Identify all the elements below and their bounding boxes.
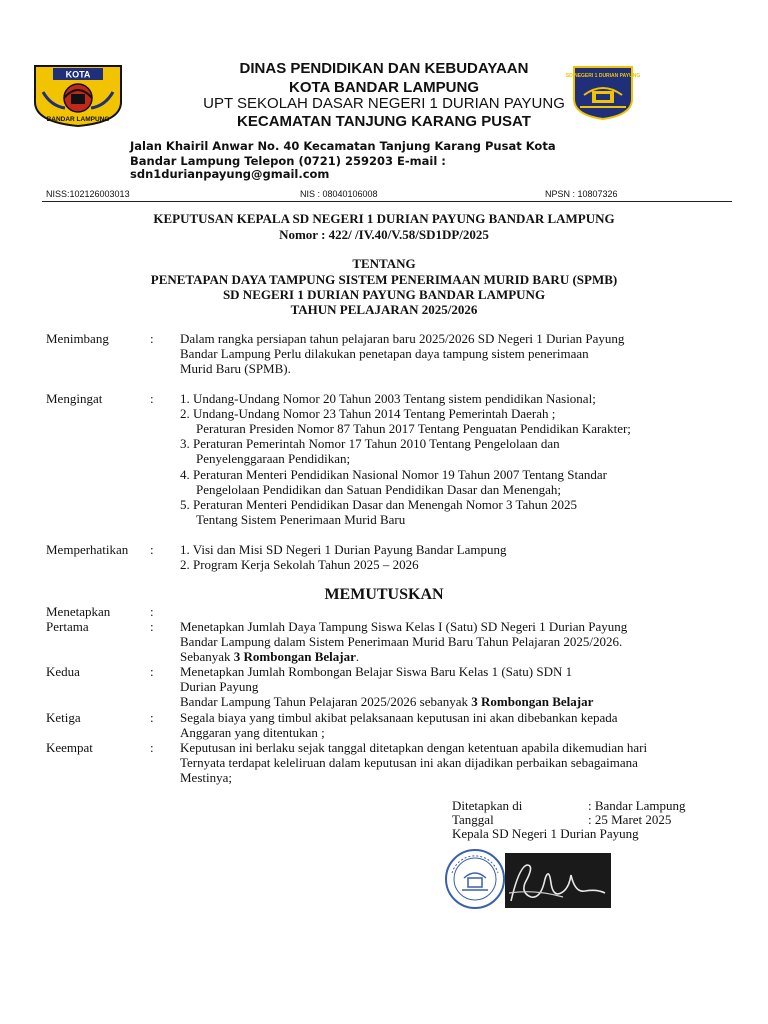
nis-number: NIS : 08040106008 [300,189,378,199]
memutuskan-heading: MEMUTUSKAN [324,586,444,603]
subject-line-3: TAHUN PELAJARAN 2025/2026 [290,302,478,317]
tentang-heading: TENTANG [352,256,416,271]
ditetapkan-label: Ditetapkan di [452,798,523,813]
header-line-3: UPT SEKOLAH DASAR NEGERI 1 DURIAN PAYUNG [203,95,565,112]
menimbang-label: Menimbang [46,331,109,346]
keempat-text: Mestinya; [180,770,232,785]
niss-number: NISS:102126003013 [46,189,130,199]
tanggal-label: Tanggal [452,812,494,827]
kedua-text: Menetapkan Jumlah Rombongan Belajar Siswa Baru Kelas 1 (Satu) SDN 1 [180,664,573,679]
mengingat-item: 1. Undang-Undang Nomor 20 Tahun 2003 Tentang sistem pendidikan Nasional; [180,391,596,406]
keempat-label: Keempat [46,740,93,755]
header-line-2: KOTA BANDAR LAMPUNG [289,79,479,96]
menimbang-text: Bandar Lampung Perlu dilakukan penetapan daya tampung sistem penerimaan [180,346,589,361]
ketiga-label: Ketiga [46,710,81,725]
menimbang-text: Murid Baru (SPMB). [180,361,291,376]
mengingat-item: Tentang Sistem Penerimaan Murid Baru [196,512,406,527]
keempat-text: Ternyata terdapat keleliruan dalam keputusan ini akan dijadikan perbaikan sebagaimana [180,755,638,770]
subject-line-2: SD NEGERI 1 DURIAN PAYUNG BANDAR LAMPUNG [222,287,546,302]
kedua-colon: : [150,664,154,679]
menetapkan-colon: : [150,604,154,619]
svg-text:KOTA: KOTA [65,69,91,80]
keempat-colon: : [150,740,154,755]
mengingat-item: 2. Undang-Undang Nomor 23 Tahun 2014 Tentang Pemerintah Daerah ; [180,406,556,421]
ketiga-text: Segala biaya yang timbul akibat pelaksanaan keputusan ini akan dibebankan kepada [180,710,618,725]
kedua-text: Bandar Lampung Tahun Pelajaran 2025/2026 sebanyak 3 Rombongan Belajar [180,694,594,709]
pertama-text: Sebanyak 3 Rombongan Belajar. [180,649,360,664]
menimbang-colon: : [150,331,154,346]
mengingat-colon: : [150,391,154,406]
school-stamp [444,848,506,910]
keempat-text: Keputusan ini berlaku sejak tanggal ditetapkan dengan ketentuan apabila dikemudian hari [180,740,648,755]
menetapkan-label: Menetapkan [46,604,111,619]
header-line-4: KECAMATAN TANJUNG KARANG PUSAT [237,113,531,130]
mengingat-item: 4. Peraturan Menteri Pendidikan Nasional Nomor 19 Tahun 2007 Tentang Standar [180,467,607,482]
rombel-count: 3 Rombongan Belajar [233,649,356,664]
mengingat-item: Pengelolaan Pendidikan dan Satuan Pendidikan Dasar dan Menengah; [196,482,561,497]
pertama-colon: : [150,619,154,634]
kedua-label: Kedua [46,664,80,679]
rombel-count: 3 Rombongan Belajar [471,694,594,709]
kedua-text: Durian Payung [180,679,259,694]
npsn-number: NPSN : 10807326 [545,189,618,199]
memperhatikan-item: 1. Visi dan Misi SD Negeri 1 Durian Payung Bandar Lampung [180,542,507,557]
pertama-text: Bandar Lampung dalam Sistem Penerimaan Murid Baru Tahun Pelajaran 2025/2026. [180,634,623,649]
address-line-2: Bandar Lampung Telepon (0721) 259203 E-mail : [130,154,446,168]
memperhatikan-item: 2. Program Kerja Sekolah Tahun 2025 – 2026 [180,557,419,572]
signer-position: Kepala SD Negeri 1 Durian Payung [452,826,639,841]
svg-text:SD NEGERI 1 DURIAN PAYUNG: SD NEGERI 1 DURIAN PAYUNG [565,73,641,79]
address-line-3: sdn1durianpayung@gmail.com [130,167,330,181]
header-divider [42,201,732,202]
decree-title: KEPUTUSAN KEPALA SD NEGERI 1 DURIAN PAYUNG BANDAR LAMPUNG [153,211,615,226]
mengingat-item: 3. Peraturan Pemerintah Nomor 17 Tahun 2010 Tentang Pengelolaan dan [180,436,560,451]
mengingat-item: Penyelenggaraan Pendidikan; [196,451,351,466]
mengingat-label: Mengingat [46,391,103,406]
mengingat-item: Peraturan Presiden Nomor 87 Tahun 2017 Tentang Penguatan Pendidikan Karakter; [196,421,631,436]
subject-line-1: PENETAPAN DAYA TAMPUNG SISTEM PENERIMAAN MURID BARU (SPMB) [150,272,618,287]
pertama-label: Pertama [46,619,89,634]
ketiga-text: Anggaran yang ditentukan ; [180,725,325,740]
menimbang-text: Dalam rangka persiapan tahun pelajaran baru 2025/2026 SD Negeri 1 Durian Payung [180,331,625,346]
memperhatikan-colon: : [150,542,154,557]
mengingat-item: 5. Peraturan Menteri Pendidikan Dasar dan Menengah Nomor 3 Tahun 2025 [180,497,578,512]
address-line-1: Jalan Khairil Anwar No. 40 Kecamatan Tanjung Karang Pusat Kota [130,139,556,153]
ditetapkan-value: : Bandar Lampung [588,798,686,813]
pertama-text: Menetapkan Jumlah Daya Tampung Siswa Kelas I (Satu) SD Negeri 1 Durian Payung [180,619,628,634]
header-line-1: DINAS PENDIDIKAN DAN KEBUDAYAAN [239,60,529,77]
svg-text:BANDAR LAMPUNG: BANDAR LAMPUNG [46,116,110,123]
memperhatikan-label: Memperhatikan [46,542,129,557]
decree-number: Nomor : 422/ /IV.40/V.58/SD1DP/2025 [279,227,489,242]
handwritten-signature [505,853,611,908]
ketiga-colon: : [150,710,154,725]
tanggal-value: : 25 Maret 2025 [588,812,672,827]
